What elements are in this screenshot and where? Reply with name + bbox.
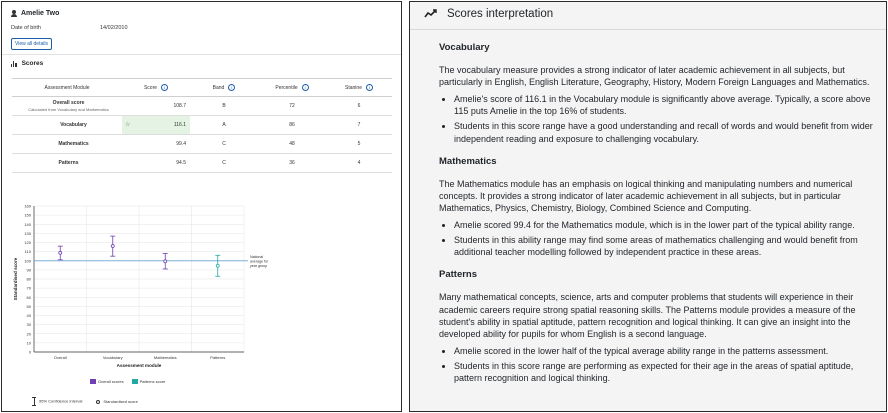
chart-key (32, 397, 138, 406)
scores-title: Scores (21, 60, 44, 67)
stanine-cell: 7 (326, 116, 392, 135)
band-cell: A (190, 116, 258, 135)
data-point (164, 260, 167, 263)
x-axis-label: Assessment module (116, 363, 162, 368)
module-cell: Vocabulary (12, 116, 122, 135)
x-tick-label: Overall (53, 355, 67, 360)
student-score-panel (1, 1, 402, 412)
legend-overall-swatch (90, 379, 96, 384)
col-header-percentile: Percentile i (258, 79, 326, 97)
table-row-mathematics (12, 135, 392, 154)
table-row-overall (12, 97, 392, 116)
dob-value: 14/02/2010 (100, 25, 128, 31)
data-point (59, 251, 62, 254)
band-cell: C (190, 135, 258, 154)
interpretation-header (424, 8, 553, 20)
y-tick-label: 40 (26, 313, 31, 318)
scores-heading (11, 60, 43, 67)
y-tick-label: 90 (26, 267, 31, 273)
percentile-cell: 86 (258, 116, 326, 135)
list-item: • Amelie scored 99.4 for the Mathematics module, which is in the lower part of the typical ability range. (454, 219, 879, 231)
list-item: • Students in this score range are performing as expected for their age in the areas of spatial aptitude, pattern recognition and logical thinking. (454, 360, 879, 384)
y-tick-label: 80 (26, 276, 31, 282)
legend-patterns-swatch (132, 379, 138, 384)
scores-table (12, 78, 392, 173)
view-all-details-button[interactable]: View all details (11, 38, 52, 50)
reference-label: average for (250, 259, 269, 264)
trend-line-icon (424, 9, 438, 19)
score-cell: 108.7 (122, 97, 190, 116)
person-icon (11, 10, 17, 17)
stanine-cell: 5 (326, 135, 392, 154)
y-axis-label: Standardised score (13, 257, 18, 301)
y-tick-label: 130 (24, 230, 31, 236)
y-tick-label: 160 (24, 203, 31, 209)
module-cell: Overall score Calculated from Vocabulary and Mathematics (12, 97, 122, 116)
x-tick-label: Patterns (210, 355, 226, 360)
reference-label: National (250, 254, 264, 259)
data-point (111, 245, 114, 248)
section-mathematics (439, 156, 879, 259)
score-cell: 99.4 (122, 135, 190, 154)
chart-legend (90, 379, 165, 384)
error-bar-icon (32, 397, 36, 406)
y-tick-label: 30 (26, 322, 31, 328)
y-tick-label: 150 (24, 212, 31, 218)
col-header-stanine: Stanine i (326, 79, 392, 97)
key-standardised-score: Standardised score (96, 399, 137, 404)
y-tick-label: 20 (26, 331, 31, 337)
percentile-cell: 72 (258, 97, 326, 116)
y-tick-label: 10 (26, 340, 31, 346)
band-cell: B (190, 97, 258, 116)
col-header-module: Assessment Module (12, 79, 122, 97)
band-cell: C (190, 154, 258, 173)
stanine-cell: 4 (326, 154, 392, 173)
table-row-patterns (12, 154, 392, 173)
y-tick-label: 50 (26, 303, 31, 309)
list-item: • Amelie's score of 116.1 in the Vocabulary module is significantly above average. Typically, a score above 115 puts Amelie in the top 16% of students. (454, 93, 879, 117)
section-heading: Mathematics (439, 155, 497, 167)
section-bullets (454, 93, 879, 144)
y-tick-label: 0 (28, 349, 31, 355)
table-header-row (12, 79, 392, 97)
percentile-cell: 36 (258, 154, 326, 173)
section-heading: Vocabulary (439, 42, 490, 53)
score-cell: 94.5 (122, 154, 190, 173)
divider (2, 54, 401, 55)
section-vocabulary (439, 42, 879, 145)
score-chart (10, 202, 280, 374)
percentile-cell: 48 (258, 135, 326, 154)
stanine-cell: 6 (326, 97, 392, 116)
legend-patterns: Patterns score (132, 379, 166, 384)
reference-label: year group (250, 263, 268, 268)
col-header-score: Score i (122, 79, 190, 97)
star-icon: ☆ (125, 122, 131, 128)
data-point (216, 264, 219, 267)
section-bullets (454, 219, 879, 258)
score-cell: ☆ 116.1 (122, 116, 190, 135)
key-confidence-interval: 95% Confidence interval (32, 397, 82, 406)
table-row-vocabulary (12, 116, 392, 135)
x-tick-label: Mathematics (153, 355, 177, 360)
interpretation-content (439, 42, 879, 395)
y-tick-label: 70 (26, 285, 31, 291)
list-item: • Students in this score range have a good understanding and recall of words and would benefit from wider independent reading and exposure to challenging vocabulary. (454, 120, 879, 144)
y-tick-label: 140 (24, 221, 31, 227)
interpretation-title: Scores interpretation (447, 8, 554, 20)
band-info-icon[interactable]: i (228, 84, 235, 91)
y-tick-label: 60 (26, 294, 31, 300)
list-item: • Students in this ability range may find some areas of mathematics challenging and would benefit from additional teacher modelling followed by independent practice in these areas. (454, 234, 879, 258)
section-paragraph: The Mathematics module has an emphasis on logical thinking and manipulating numbers and numerical concepts. It provides a strong indicator of later academic achievement in all subjects, but in particular Mathematics, Physics, Chemistry, Biology, Combined Science and Computing. (439, 178, 853, 213)
section-heading: Patterns (439, 269, 478, 281)
section-patterns (439, 269, 879, 384)
circle-marker-icon (96, 400, 100, 404)
section-bullets (454, 345, 879, 384)
calc-note: Calculated from Vocabulary and Mathematics (28, 107, 109, 112)
stanine-info-icon[interactable]: i (366, 84, 373, 91)
student-name-row (11, 10, 59, 17)
dob-label: Date of birth (11, 25, 41, 31)
student-name: Amelie Two (21, 10, 60, 17)
bar-chart-icon (11, 61, 17, 67)
legend-overall: Overall scores (90, 379, 124, 384)
percentile-info-icon[interactable]: i (302, 84, 309, 91)
interpretation-panel (409, 1, 887, 412)
score-info-icon[interactable]: i (161, 84, 168, 91)
module-cell: Mathematics (12, 135, 122, 154)
section-paragraph: Many mathematical concepts, science, arts and computer problems that students will experience in their academic careers require strong spatial reasoning skills. The Patterns module provides a measure of the student's ability in spatial aptitude, pattern recognition and logical thinking. It can give an insight into the developed ability for pupils for whom English is a second language. (439, 292, 856, 339)
list-item: • Amelie scored in the lower half of the typical average ability range in the patterns assessment. (454, 345, 879, 357)
y-tick-label: 100 (24, 258, 31, 264)
section-paragraph: The vocabulary measure provides a strong indicator of later academic achievement in all subjects, but particularly in English, English Literature, Geography, History, Modern Foreign Languages and Mathematics. (439, 65, 870, 88)
x-tick-label: Vocabulary (102, 355, 123, 360)
y-tick-label: 120 (24, 240, 31, 245)
module-cell: Patterns (12, 154, 122, 173)
y-tick-label: 110 (24, 249, 31, 255)
col-header-band: Band i (190, 79, 258, 97)
divider (410, 29, 886, 30)
